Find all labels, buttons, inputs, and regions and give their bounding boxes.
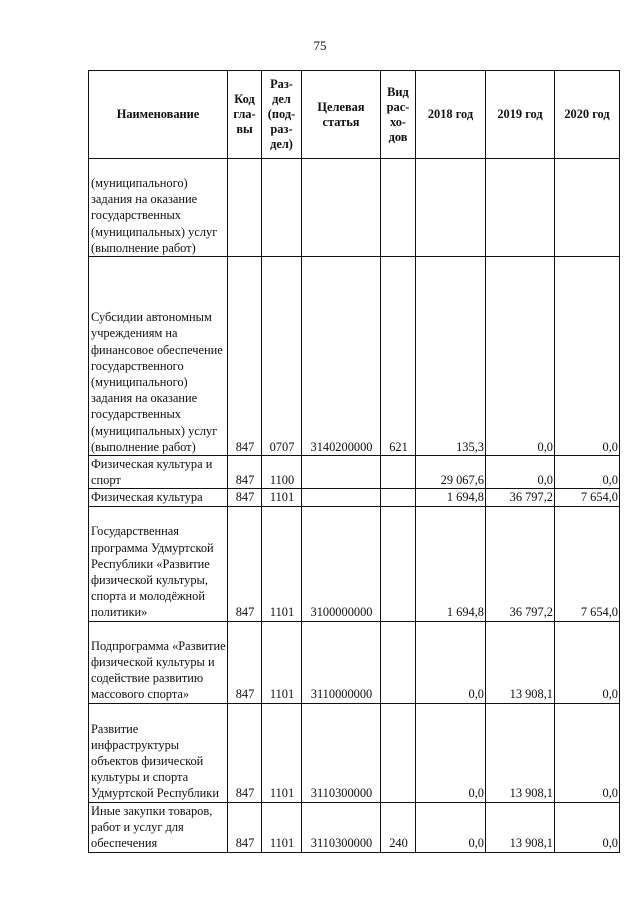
cell-expense <box>381 159 416 257</box>
cell-2018: 0,0 <box>416 703 486 802</box>
cell-expense <box>381 506 416 621</box>
cell-2018: 1 694,8 <box>416 506 486 621</box>
cell-code: 847 <box>228 703 262 802</box>
cell-2019: 36 797,2 <box>486 506 555 621</box>
cell-2019 <box>486 159 555 257</box>
cell-code: 847 <box>228 489 262 506</box>
cell-code: 847 <box>228 456 262 489</box>
cell-target: 3110000000 <box>302 621 381 703</box>
table-header-row <box>89 71 620 159</box>
cell-2020: 0,0 <box>555 703 620 802</box>
cell-2018: 135,3 <box>416 257 486 456</box>
header-expense-line: Вид <box>387 84 409 99</box>
cell-section: 1101 <box>262 506 302 621</box>
header-section <box>262 71 302 159</box>
cell-code: 847 <box>228 506 262 621</box>
header-code <box>228 71 262 159</box>
cell-2018: 0,0 <box>416 802 486 852</box>
header-section-line: дел) <box>270 137 293 151</box>
header-code-line: Код <box>234 92 255 106</box>
cell-section: 1101 <box>262 621 302 703</box>
cell-name: Иные закупки товаров, работ и услуг для обеспечения <box>89 802 228 852</box>
table-row <box>89 489 620 506</box>
cell-2020: 0,0 <box>555 802 620 852</box>
header-section-line: (под- <box>267 107 296 121</box>
table-row <box>89 257 620 456</box>
cell-target <box>302 489 381 506</box>
cell-section: 1101 <box>262 802 302 852</box>
cell-code: 847 <box>228 257 262 456</box>
cell-target: 3140200000 <box>302 257 381 456</box>
header-section-line: раз- <box>270 122 293 136</box>
cell-expense: 621 <box>381 257 416 456</box>
cell-2019: 0,0 <box>486 456 555 489</box>
cell-expense <box>381 703 416 802</box>
header-2018: 2018 год <box>416 71 486 159</box>
cell-2018: 29 067,6 <box>416 456 486 489</box>
cell-2019: 13 908,1 <box>486 703 555 802</box>
page-number: 75 <box>313 38 327 53</box>
cell-section: 0707 <box>262 257 302 456</box>
cell-2020: 0,0 <box>555 257 620 456</box>
header-expense-line: хо- <box>389 114 407 129</box>
cell-2019: 36 797,2 <box>486 489 555 506</box>
cell-2019: 13 908,1 <box>486 802 555 852</box>
table-row <box>89 159 620 257</box>
cell-name: Подпрограмма «Развитие физической культуры и содействие развитию массового спорта» <box>89 621 228 703</box>
cell-2018: 0,0 <box>416 621 486 703</box>
cell-name: Развитие инфраструктуры объектов физической культуры и спорта Удмуртской Республики <box>89 703 228 802</box>
header-2019: 2019 год <box>486 71 555 159</box>
cell-2020: 0,0 <box>555 456 620 489</box>
cell-code <box>228 159 262 257</box>
header-section-line: Раз- <box>270 77 293 91</box>
cell-target: 3110300000 <box>302 802 381 852</box>
cell-name: Физическая культура <box>89 489 228 506</box>
header-expense-line: рас- <box>386 99 410 114</box>
header-section-line: дел <box>272 92 291 106</box>
cell-section: 1101 <box>262 489 302 506</box>
cell-target: 3110300000 <box>302 703 381 802</box>
cell-target <box>302 456 381 489</box>
header-2020: 2020 год <box>555 71 620 159</box>
cell-expense <box>381 621 416 703</box>
cell-target <box>302 159 381 257</box>
table-row <box>89 506 620 621</box>
cell-2020: 0,0 <box>555 621 620 703</box>
header-target: Целевая статья <box>302 71 381 159</box>
cell-2020: 7 654,0 <box>555 506 620 621</box>
header-name: Наименование <box>89 71 228 159</box>
table-row <box>89 703 620 802</box>
cell-expense <box>381 489 416 506</box>
cell-code: 847 <box>228 802 262 852</box>
cell-name: Физическая культура и спорт <box>89 456 228 489</box>
cell-2019: 13 908,1 <box>486 621 555 703</box>
budget-table <box>88 70 620 853</box>
cell-code: 847 <box>228 621 262 703</box>
cell-name: Субсидии автономным учреждениям на финансовое обеспечение государственного (муниципального) задания на оказание государственных (муниципальных) услуг (выполнение работ) <box>89 257 228 456</box>
cell-2020 <box>555 159 620 257</box>
cell-name: Государственная программа Удмуртской Республики «Развитие физической культуры, спорта и молодёжной политики» <box>89 506 228 621</box>
header-expense <box>381 71 416 159</box>
table-row <box>89 456 620 489</box>
cell-2019: 0,0 <box>486 257 555 456</box>
cell-name: (муниципального) задания на оказание государственных (муниципальных) услуг (выполнение работ) <box>89 159 228 257</box>
table-row <box>89 802 620 852</box>
cell-2018: 1 694,8 <box>416 489 486 506</box>
cell-2020: 7 654,0 <box>555 489 620 506</box>
header-code-line: вы <box>236 122 253 136</box>
cell-section <box>262 159 302 257</box>
cell-expense <box>381 456 416 489</box>
header-code-line: гла- <box>233 107 256 121</box>
header-expense-line: дов <box>388 129 408 144</box>
cell-2018 <box>416 159 486 257</box>
table-row <box>89 621 620 703</box>
cell-target: 3100000000 <box>302 506 381 621</box>
cell-section: 1101 <box>262 703 302 802</box>
cell-section: 1100 <box>262 456 302 489</box>
cell-expense: 240 <box>381 802 416 852</box>
